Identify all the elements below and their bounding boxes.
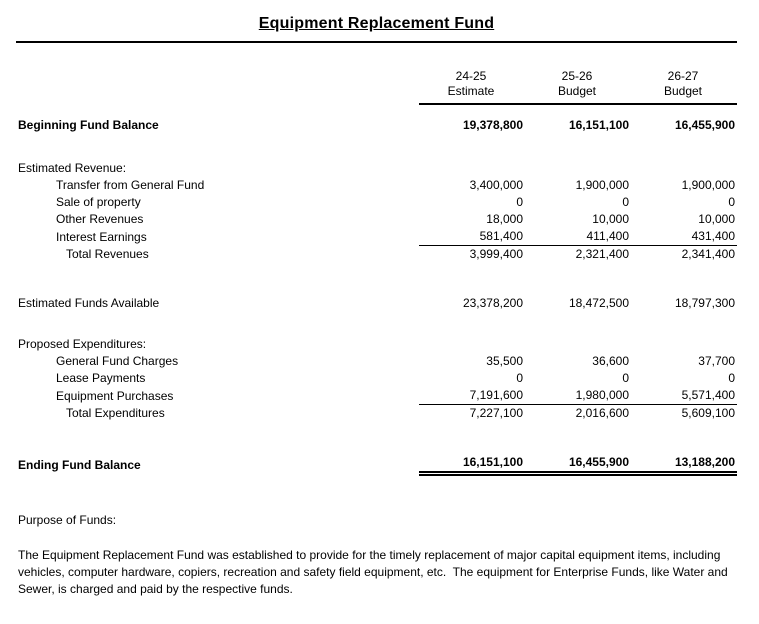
value-cell: 1,900,000	[575, 178, 629, 192]
column-type: Estimate	[447, 84, 495, 98]
value-cell: 16,151,100	[419, 454, 525, 474]
row-label: Estimated Funds Available	[18, 296, 160, 310]
row-label: Other Revenues	[56, 212, 144, 226]
value-cell: 19,378,800	[462, 118, 523, 132]
column-header-26-27-budget	[631, 43, 737, 104]
row-label: Transfer from General Fund	[56, 178, 205, 192]
value-cell: 37,700	[698, 354, 735, 368]
title-rule	[16, 14, 737, 43]
row-total-expenditures	[16, 405, 737, 423]
table-header-row	[16, 43, 737, 104]
section-estimated-revenue	[16, 160, 737, 177]
value-cell: 581,400	[419, 228, 525, 246]
value-cell: 16,455,900	[674, 118, 735, 132]
value-cell: 0	[516, 195, 523, 209]
value-cell: 1,980,000	[525, 387, 631, 405]
fund-table	[16, 43, 737, 476]
value-cell: 0	[622, 195, 629, 209]
value-cell: 13,188,200	[631, 454, 737, 474]
row-label: Lease Payments	[56, 371, 146, 385]
row-label: General Fund Charges	[56, 354, 179, 368]
row-label: Ending Fund Balance	[18, 457, 141, 472]
value-cell: 431,400	[631, 228, 737, 246]
value-cell: 3,999,400	[469, 247, 523, 261]
value-cell: 2,321,400	[575, 247, 629, 261]
row-label: Interest Earnings	[56, 229, 147, 244]
row-estimated-funds-available	[16, 295, 737, 312]
row-general-fund-charges	[16, 353, 737, 370]
value-cell: 10,000	[592, 212, 629, 226]
value-cell: 0	[622, 371, 629, 385]
spacer-row	[16, 422, 737, 454]
value-cell: 35,500	[486, 354, 523, 368]
row-label: Total Revenues	[66, 247, 149, 261]
row-label: Sale of property	[56, 195, 141, 209]
value-cell: 18,000	[486, 212, 523, 226]
row-ending-fund-balance	[16, 454, 737, 474]
column-period: 24-25	[455, 69, 487, 83]
column-period: 25-26	[561, 69, 593, 83]
column-header-25-26-budget	[525, 43, 631, 104]
value-cell: 16,151,100	[568, 118, 629, 132]
value-cell: 16,455,900	[525, 454, 631, 474]
row-lease-payments	[16, 370, 737, 387]
row-equipment-purchases	[16, 387, 737, 405]
column-type: Budget	[663, 84, 703, 98]
purpose-paragraph: The Equipment Replacement Fund was established to provide for the timely replacement of major capital equipment items, including vehicles, computer hardware, copiers, recreation and safety field equipment, etc. The equipment for Enterprise Funds, like Water and Sewer, is charged and paid by the respective funds.	[18, 548, 732, 596]
row-label: Equipment Purchases	[56, 388, 174, 403]
header-label-spacer	[16, 43, 419, 104]
column-type: Budget	[557, 84, 597, 98]
value-cell: 1,900,000	[681, 178, 735, 192]
purpose-heading: Purpose of Funds:	[18, 513, 117, 527]
value-cell: 0	[728, 371, 735, 385]
spacer-row	[16, 312, 737, 336]
spacer-row	[16, 134, 737, 160]
value-cell: 23,378,200	[462, 296, 523, 310]
section-label: Estimated Revenue:	[18, 161, 127, 175]
row-label: Total Expenditures	[66, 406, 165, 420]
row-label: Beginning Fund Balance	[18, 118, 159, 132]
value-cell: 10,000	[698, 212, 735, 226]
page-title: Equipment Replacement Fund	[258, 15, 495, 32]
row-transfer-from-general-fund	[16, 177, 737, 194]
row-interest-earnings	[16, 228, 737, 246]
value-cell: 18,472,500	[568, 296, 629, 310]
value-cell: 0	[516, 371, 523, 385]
row-total-revenues	[16, 246, 737, 264]
value-cell: 36,600	[592, 354, 629, 368]
value-cell: 0	[728, 195, 735, 209]
value-cell: 7,227,100	[469, 406, 523, 420]
section-label: Proposed Expenditures:	[18, 337, 147, 351]
value-cell: 5,571,400	[631, 387, 737, 405]
value-cell: 3,400,000	[469, 178, 523, 192]
section-proposed-expenditures	[16, 336, 737, 353]
spacer-row	[16, 263, 737, 295]
column-period: 26-27	[667, 69, 699, 83]
row-sale-of-property	[16, 194, 737, 211]
value-cell: 18,797,300	[674, 296, 735, 310]
row-other-revenues	[16, 211, 737, 228]
value-cell: 2,016,600	[575, 406, 629, 420]
value-cell: 5,609,100	[681, 406, 735, 420]
value-cell: 7,191,600	[419, 387, 525, 405]
value-cell: 2,341,400	[681, 247, 735, 261]
value-cell: 411,400	[525, 228, 631, 246]
column-header-24-25-estimate	[419, 43, 525, 104]
row-beginning-fund-balance	[16, 104, 737, 134]
